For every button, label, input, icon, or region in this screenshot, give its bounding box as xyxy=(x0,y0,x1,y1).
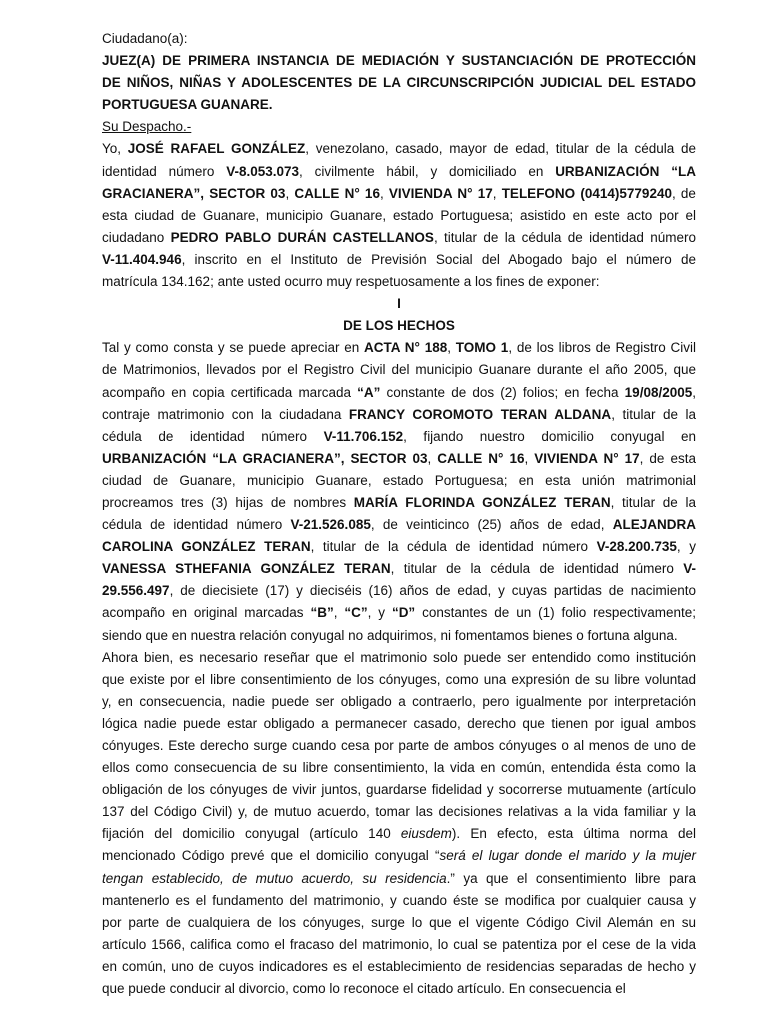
document-line xyxy=(102,625,696,647)
text-run: , de xyxy=(671,185,696,201)
bold-text-run: CALLE N° 16 xyxy=(437,450,525,466)
document-line xyxy=(102,890,696,912)
document-line xyxy=(102,757,696,779)
text-run: , xyxy=(333,605,345,621)
bold-text-run: V- xyxy=(683,561,696,577)
document-line xyxy=(102,602,696,624)
italic-text-run: eiusdem xyxy=(400,826,452,842)
text-run: obligación de los cónyuges de vivir juntos, guardarse fidelidad y socorrerse mutuamente (artículo xyxy=(102,782,696,798)
text-run: de Matrimonios, llevados por el Registro Civil del municipio Guanare durante el año 2005, que xyxy=(102,362,696,378)
text-run: , xyxy=(285,185,295,201)
text-run: en común, uno de cuyos indicadores es el establecimiento de residencias separadas de hecho y xyxy=(102,958,696,974)
document-line xyxy=(102,337,696,359)
text-run: , inscrito en el Instituto de Previsión Social del Abogado bajo el número de xyxy=(181,251,696,267)
bold-text-run: URBANIZACIÓN “LA GRACIANERA”, SECTOR 03 xyxy=(102,450,428,466)
document-line xyxy=(102,293,696,315)
bold-text-run: I xyxy=(397,296,401,312)
document-line xyxy=(102,470,696,492)
text-run: Ciudadano(a): xyxy=(102,31,188,46)
text-run: que puede conducir al divorcio, como lo reconoce el citado artículo. En consecuencia el xyxy=(102,981,626,997)
text-run: por parte de cualquiera de los cónyuges, surge lo que el vigente Código Civil Alemán en su xyxy=(102,914,696,930)
text-run: , de diecisiete (17) y dieciséis (16) años de edad, y cuyas partidas de nacimiento xyxy=(169,583,696,599)
bold-text-run: JUEZ(A) DE PRIMERA INSTANCIA DE MEDIACIÓN Y SUSTANCIACIÓN DE PROTECCIÓN xyxy=(102,53,696,69)
text-run: acompaño en copia certificada marcada xyxy=(102,384,358,400)
bold-text-run: VIVIENDA N° 17 xyxy=(534,450,640,466)
bold-text-run: “D” xyxy=(391,605,416,621)
document-line xyxy=(102,713,696,735)
text-run: , titular de la cédula de identidad número xyxy=(390,561,684,577)
text-run: Tal y como consta y se puede apreciar en xyxy=(102,340,365,356)
document-line xyxy=(102,249,696,271)
bold-text-run: “A” xyxy=(357,384,381,400)
document-line xyxy=(102,912,696,934)
text-run: mencionado Código prevé que el domicilio conyugal “ xyxy=(102,848,440,864)
bold-text-run: V-28.200.735 xyxy=(596,539,677,555)
text-run: .” ya que el consentimiento libre para xyxy=(446,870,696,886)
text-run: , xyxy=(379,185,389,201)
document-line xyxy=(102,801,696,823)
bold-text-run: 29.556.497 xyxy=(102,583,170,599)
bold-text-run: FRANCY COROMOTO TERAN ALDANA xyxy=(348,406,612,422)
text-run: Ahora bien, es necesario reseñar que el matrimonio solo puede ser entendido como institución xyxy=(102,649,696,665)
document-line xyxy=(102,28,696,50)
bold-text-run: GRACIANERA”, SECTOR 03 xyxy=(102,185,286,201)
text-run: mantenerlo es el fundamento del matrimonio, y cuando éste se modifica por cualquier causa y xyxy=(102,892,696,908)
text-run: , titular de la cédula de identidad número xyxy=(433,229,696,245)
bold-text-run: VIVIENDA N° 17 xyxy=(388,185,493,201)
text-run: artículo 1566, califica como el fracaso del matrimonio, lo cual se patentiza por el cese de la vida xyxy=(102,936,696,952)
document-line xyxy=(102,956,696,978)
bold-text-run: CAROLINA GONZÁLEZ TERAN xyxy=(102,539,311,555)
text-run: lógica nadie puede estar obligado a permanecer casado, derecho que tienen por igual ambos xyxy=(102,715,696,731)
document-line xyxy=(102,978,696,1000)
document-line xyxy=(102,161,696,183)
bold-text-run: ALEJANDRA xyxy=(612,517,696,533)
text-run: , y xyxy=(367,605,392,621)
text-run: , titular de la xyxy=(611,406,696,422)
text-run: procreamos tres (3) hijas de nombres xyxy=(102,494,354,510)
document-line xyxy=(102,315,696,337)
text-run: acompaño en original marcadas xyxy=(102,605,311,621)
bold-text-run: TELEFONO (0414)5779240 xyxy=(501,185,672,201)
bold-text-run: JOSÉ RAFAEL GONZÁLEZ xyxy=(127,141,306,157)
text-run: fijación del domicilio conyugal (artículo 140 xyxy=(102,826,401,842)
text-run: , xyxy=(427,450,438,466)
bold-text-run: VANESSA STHEFANIA GONZÁLEZ TERAN xyxy=(102,561,391,577)
document-line xyxy=(102,404,696,426)
document-line xyxy=(102,647,696,669)
text-run: , titular de la xyxy=(610,494,696,510)
bold-text-run: URBANIZACIÓN “LA xyxy=(555,163,696,179)
bold-text-run: DE NIÑOS, NIÑAS Y ADOLESCENTES DE LA CIRCUNSCRIPCIÓN JUDICIAL DEL ESTADO xyxy=(102,75,696,91)
document-line xyxy=(102,426,696,448)
document-line xyxy=(102,558,696,580)
text-run: , civilmente hábil, y domiciliado en xyxy=(299,163,556,179)
document-line xyxy=(102,94,696,116)
bold-text-run: MARÍA FLORINDA GONZÁLEZ TERAN xyxy=(353,494,611,510)
document-line xyxy=(102,845,696,867)
text-run: , titular de la cédula de identidad número xyxy=(310,539,597,555)
text-run: , xyxy=(692,384,697,400)
text-run: , xyxy=(524,450,535,466)
document-line xyxy=(102,359,696,381)
bold-text-run: V-11.706.152 xyxy=(323,428,404,444)
text-run: , venezolano, casado, mayor de edad, titular de la cédula de xyxy=(305,141,696,157)
document-line xyxy=(102,735,696,757)
document-line xyxy=(102,382,696,404)
text-run: cédula de identidad número xyxy=(102,517,291,533)
text-run: constantes de un (1) folio respectivamente; xyxy=(415,605,696,621)
document-line xyxy=(102,868,696,890)
document-line xyxy=(102,669,696,691)
bold-text-run: V-21.526.085 xyxy=(290,517,371,533)
bold-text-run: PEDRO PABLO DURÁN CASTELLANOS xyxy=(170,229,434,245)
bold-text-run: TOMO 1 xyxy=(455,340,509,356)
document-line xyxy=(102,138,696,160)
text-run: que existe por el libre consentimiento de los cónyuges, como una expresión de su libre voluntad xyxy=(102,671,696,687)
text-run: 137 del Código Civil) y, de mutuo acuerdo, tomar las decisiones relativas a la vida familiar y la xyxy=(102,804,696,820)
document-line xyxy=(102,691,696,713)
document-line xyxy=(102,183,696,205)
italic-text-run: tengan establecido, de mutuo acuerdo, su residencia xyxy=(102,870,447,886)
text-run: matrícula 134.162; ante usted ocurro muy respetuosamente a los fines de exponer: xyxy=(102,274,600,290)
bold-text-run: “C” xyxy=(344,605,368,621)
text-run: , xyxy=(492,185,502,201)
text-run: siendo que en nuestra relación conyugal no adquirimos, ni fomentamos bienes o fortuna alguna. xyxy=(102,627,678,643)
document-line xyxy=(102,580,696,602)
bold-text-run: DE LOS HECHOS xyxy=(343,318,455,334)
document-line xyxy=(102,72,696,94)
bold-text-run: V-8.053.073 xyxy=(226,163,300,179)
document-line xyxy=(102,50,696,72)
text-run: esta ciudad de Guanare, municipio Guanare, estado Portuguesa; asistido en este acto por el xyxy=(102,207,696,223)
document-line xyxy=(102,823,696,845)
text-run: , fijando nuestro domicilio conyugal en xyxy=(403,428,697,444)
text-run: identidad número xyxy=(102,163,227,179)
document-line xyxy=(102,448,696,470)
bold-text-run: PORTUGUESA GUANARE. xyxy=(102,97,273,113)
text-run: contraje matrimonio con la ciudadana xyxy=(102,406,349,422)
bold-text-run: CALLE N° 16 xyxy=(294,185,380,201)
text-run: ciudadano xyxy=(102,229,171,245)
document-line xyxy=(102,536,696,558)
text-run: , de veinticinco (25) años de edad, xyxy=(370,517,613,533)
text-run: cédula de identidad número xyxy=(102,428,324,444)
text-run: , y xyxy=(676,539,696,555)
text-run: , de esta xyxy=(639,450,696,466)
bold-text-run: “B” xyxy=(310,605,334,621)
text-run: , xyxy=(447,340,456,356)
text-run: cónyuges. Este derecho surge cuando cesa por parte de ambos cónyuges o al menos de uno de xyxy=(102,738,696,753)
bold-text-run: ACTA N° 188 xyxy=(364,340,448,356)
bold-text-run: 19/08/2005 xyxy=(624,384,693,400)
text-run: , de los libros de Registro Civil xyxy=(508,340,696,356)
document-line xyxy=(102,779,696,801)
document-line xyxy=(102,492,696,514)
document-line xyxy=(102,934,696,956)
text-run: ellos como consecuencia de su libre consentimiento, la vida en común, entendida ésta como la xyxy=(102,760,696,776)
document-line xyxy=(102,514,696,536)
underlined-text-run: Su Despacho.- xyxy=(102,119,192,135)
document-line xyxy=(102,271,696,293)
text-run: ciudad de Guanare, municipio Guanare, estado Portuguesa; en esta unión matrimonial xyxy=(102,472,696,488)
document-body xyxy=(102,28,696,1000)
document-line xyxy=(102,205,696,227)
bold-text-run: V-11.404.946 xyxy=(102,251,182,267)
document-line xyxy=(102,227,696,249)
text-run: Yo, xyxy=(102,141,128,157)
text-run: ). En efecto, esta última norma del xyxy=(451,826,696,842)
italic-text-run: será el lugar donde el marido y la mujer xyxy=(439,848,696,864)
text-run: constante de dos (2) folios; en fecha xyxy=(380,384,625,400)
text-run: y, en consecuencia, nadie puede ser obligado a contraerlo, pero igualmente por interpretación xyxy=(102,693,696,709)
document-line xyxy=(102,116,696,138)
